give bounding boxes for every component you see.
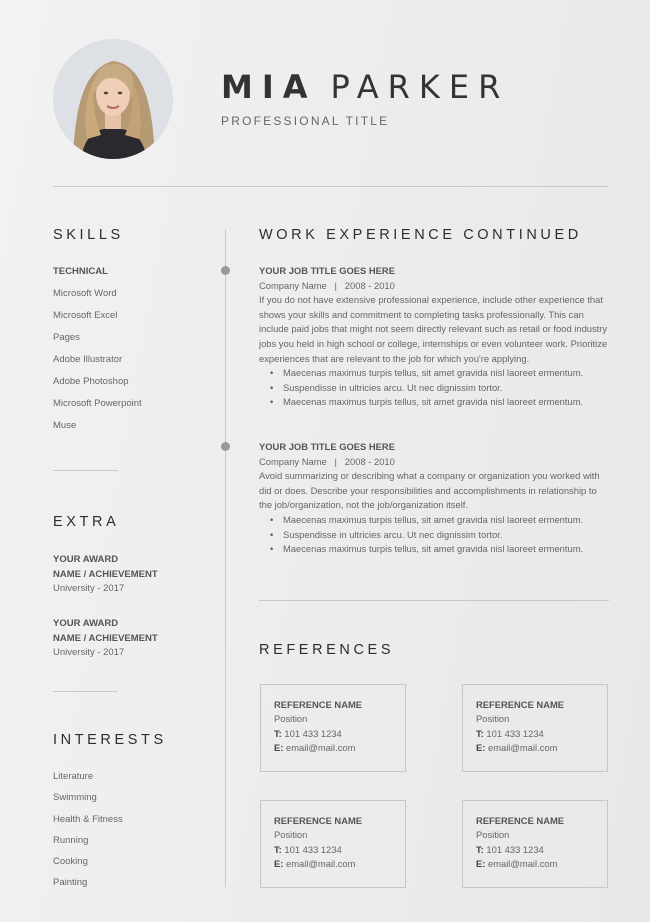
job-title: YOUR JOB TITLE GOES HERE bbox=[259, 265, 395, 276]
email-label: E: bbox=[476, 858, 486, 870]
award-detail: University - 2017 bbox=[53, 647, 125, 658]
reference-email-row bbox=[476, 741, 607, 755]
skills-heading: SKILLS bbox=[53, 227, 124, 243]
reference-phone: 101 433 1234 bbox=[284, 843, 342, 855]
reference-position: Position bbox=[274, 829, 308, 841]
phone-label: T: bbox=[476, 727, 484, 739]
reference-email: email@mail.com bbox=[285, 858, 356, 870]
job-bullet: • Maecenas maximus turpis tellus, sit amet gravida nisl laoreet ermentum. bbox=[259, 542, 611, 557]
skill-item: Microsoft Word bbox=[53, 288, 117, 299]
reference-phone-row bbox=[274, 843, 405, 857]
job-bullets bbox=[259, 366, 611, 410]
reference-phone-row bbox=[274, 727, 405, 741]
candidate-name bbox=[221, 68, 509, 108]
skill-item: Adobe Illustrator bbox=[53, 354, 123, 365]
phone-label: T: bbox=[476, 843, 484, 855]
interest-item: Running bbox=[53, 834, 89, 846]
references-heading: REFERENCES bbox=[259, 642, 395, 658]
skills-divider bbox=[53, 470, 118, 471]
job-bullet: • Suspendisse in ultricies arcu. Ut nec dignissim tortor. bbox=[259, 381, 611, 396]
last-name: PARKER bbox=[330, 68, 510, 106]
phone-label: T: bbox=[274, 727, 282, 739]
reference-phone: 101 433 1234 bbox=[486, 843, 544, 855]
email-label: E: bbox=[274, 858, 284, 870]
reference-position: Position bbox=[274, 713, 308, 725]
skills-list bbox=[53, 266, 142, 442]
skill-item: Adobe Photoshop bbox=[53, 376, 129, 387]
timeline-dot bbox=[221, 266, 230, 275]
extra-divider bbox=[53, 691, 118, 692]
phone-label: T: bbox=[274, 843, 282, 855]
job-title: YOUR JOB TITLE GOES HERE bbox=[259, 441, 395, 452]
email-label: E: bbox=[274, 742, 284, 754]
skill-item: Pages bbox=[53, 332, 80, 343]
job-bullet: • Maecenas maximus turpis tellus, sit amet gravida nisl laoreet ermentum. bbox=[259, 366, 611, 381]
reference-name: REFERENCE NAME bbox=[274, 815, 363, 826]
interests-list bbox=[53, 771, 123, 899]
email-label: E: bbox=[476, 742, 486, 754]
reference-card bbox=[462, 684, 608, 772]
reference-phone: 101 433 1234 bbox=[284, 727, 342, 739]
interest-item: Swimming bbox=[53, 792, 97, 804]
skills-category: TECHNICAL bbox=[53, 266, 108, 277]
header-divider bbox=[53, 186, 609, 187]
interest-item: Literature bbox=[53, 771, 94, 782]
reference-phone-row bbox=[476, 843, 607, 857]
reference-card bbox=[260, 684, 406, 772]
reference-position: Position bbox=[476, 829, 510, 841]
award-title-line1: YOUR AWARD bbox=[53, 618, 119, 629]
timeline-dot bbox=[221, 442, 230, 451]
reference-name: REFERENCE NAME bbox=[476, 815, 565, 826]
reference-email-row bbox=[274, 741, 405, 755]
job-description: If you do not have extensive professional experience, include other experience that shows your skills and commitment to completing tasks professionally. This can include paid jobs that might not seem directly relevant such as retail or food industry jobs you held in high school or college, internships or even volunteer work. Prioritize experiences that are relevant to the job for which you're applying. bbox=[259, 294, 608, 364]
skill-item: Microsoft Excel bbox=[53, 310, 118, 321]
reference-name: REFERENCE NAME bbox=[274, 699, 363, 710]
job-company: Company Name | 2008 - 2010 bbox=[259, 455, 395, 467]
profile-photo bbox=[53, 39, 173, 159]
extra-heading: EXTRA bbox=[53, 514, 120, 530]
reference-position: Position bbox=[476, 713, 510, 725]
professional-title: PROFESSIONAL TITLE bbox=[221, 114, 390, 128]
award-detail: University - 2017 bbox=[53, 583, 125, 594]
reference-card bbox=[462, 800, 608, 888]
job-description: Avoid summarizing or describing what a company or organization you worked with did or does. Describe your responsibilities and accomplishments in relationship to the job/organization, not the job/organization itself. bbox=[259, 470, 600, 511]
job-bullets bbox=[259, 513, 611, 557]
reference-phone: 101 433 1234 bbox=[486, 727, 544, 739]
award-title-line2: NAME / ACHIEVEMENT bbox=[53, 568, 158, 580]
reference-phone-row bbox=[476, 727, 607, 741]
interest-item: Painting bbox=[53, 877, 88, 889]
reference-name: REFERENCE NAME bbox=[476, 699, 565, 710]
job-entry bbox=[259, 440, 611, 557]
skill-item: Muse bbox=[53, 420, 77, 431]
job-entry bbox=[259, 264, 611, 410]
interest-item: Cooking bbox=[53, 856, 88, 868]
reference-card bbox=[260, 800, 406, 888]
award-title-line2: NAME / ACHIEVEMENT bbox=[53, 632, 158, 644]
award-item bbox=[53, 553, 158, 597]
reference-email-row bbox=[476, 857, 607, 871]
job-bullet: • Maecenas maximus turpis tellus, sit amet gravida nisl laoreet ermentum. bbox=[259, 395, 611, 410]
job-bullet: • Suspendisse in ultricies arcu. Ut nec dignissim tortor. bbox=[259, 528, 611, 543]
profile-photo-illustration bbox=[53, 39, 173, 159]
reference-email-row bbox=[274, 857, 405, 871]
reference-email: email@mail.com bbox=[285, 742, 356, 754]
first-name: MIA bbox=[221, 68, 317, 106]
reference-email: email@mail.com bbox=[487, 742, 558, 754]
job-bullet: • Maecenas maximus turpis tellus, sit amet gravida nisl laoreet ermentum. bbox=[259, 513, 611, 528]
references-divider bbox=[259, 600, 609, 601]
interest-item: Health & Fitness bbox=[53, 813, 123, 825]
interests-heading: INTERESTS bbox=[53, 732, 167, 748]
reference-email: email@mail.com bbox=[487, 858, 558, 870]
job-company: Company Name | 2008 - 2010 bbox=[259, 279, 395, 291]
skill-item: Microsoft Powerpoint bbox=[53, 398, 142, 409]
timeline-line bbox=[225, 229, 226, 887]
award-title-line1: YOUR AWARD bbox=[53, 554, 119, 565]
work-heading: WORK EXPERIENCE CONTINUED bbox=[259, 227, 582, 243]
award-item bbox=[53, 617, 158, 661]
